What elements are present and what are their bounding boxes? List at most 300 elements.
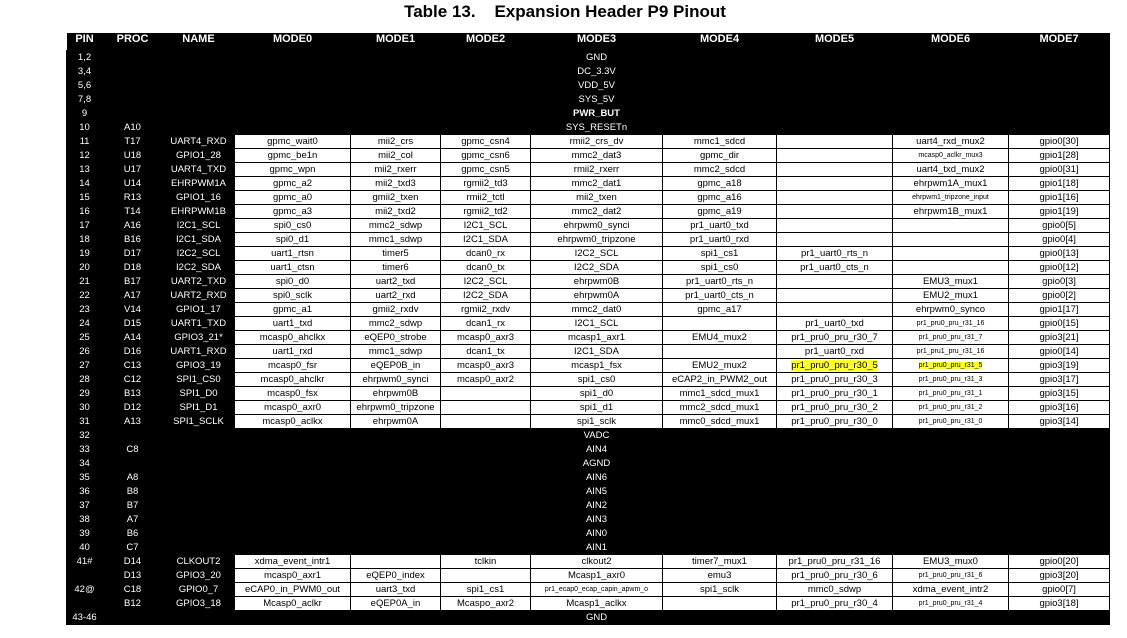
cell-proc: D13	[103, 569, 163, 583]
cell-mode0: gpmc_a1	[235, 303, 351, 317]
cell-mode0: mcasp0_ahclkr	[235, 373, 351, 387]
cell-mode5	[777, 527, 893, 541]
cell-mode7	[1009, 79, 1110, 93]
cell-proc: C18	[103, 583, 163, 597]
cell-mode3: I2C1_SCL	[531, 317, 663, 331]
cell-name: SPI1_D0	[163, 387, 235, 401]
cell-mode0: gpmc_be1n	[235, 149, 351, 163]
table-row	[67, 401, 1110, 415]
cell-mode0	[235, 65, 351, 79]
cell-mode7	[1009, 485, 1110, 499]
cell-mode5: pr1_pru0_pru_r30_7	[777, 331, 893, 345]
cell-mode7: gpio0[5]	[1009, 219, 1110, 233]
cell-mode0: Mcasp0_aclkr	[235, 597, 351, 611]
cell-mode7: gpio1[17]	[1009, 303, 1110, 317]
cell-mode4: mmc2_sdcd	[663, 163, 777, 177]
cell-mode4: timer7_mux1	[663, 555, 777, 569]
cell-mode5	[777, 289, 893, 303]
cell-pin: 35	[67, 471, 103, 485]
cell-mode1: ehrpwm0B	[351, 387, 441, 401]
cell-mode1: gmii2_rxdv	[351, 303, 441, 317]
cell-mode0	[235, 527, 351, 541]
cell-mode4	[663, 107, 777, 121]
cell-mode6	[893, 247, 1009, 261]
cell-mode4: pr1_uart0_rts_n	[663, 275, 777, 289]
cell-mode3: mmc2_dat0	[531, 303, 663, 317]
cell-proc	[103, 93, 163, 107]
cell-mode4: spi1_cs1	[663, 247, 777, 261]
cell-mode4: mmc1_sdcd_mux1	[663, 387, 777, 401]
cell-proc: U14	[103, 177, 163, 191]
cell-mode1	[351, 611, 441, 625]
table-row	[67, 373, 1110, 387]
cell-mode4: mmc2_sdcd_mux1	[663, 401, 777, 415]
cell-mode3: I2C2_SDA	[531, 261, 663, 275]
cell-mode4: mmc1_sdcd	[663, 135, 777, 149]
cell-pin: 43-46	[67, 611, 103, 625]
cell-mode5: pr1_pru0_pru_r31_16	[777, 555, 893, 569]
cell-name: GPIO1_17	[163, 303, 235, 317]
cell-mode4: gpmc_a17	[663, 303, 777, 317]
cell-mode7: gpio3[15]	[1009, 387, 1110, 401]
cell-name	[163, 527, 235, 541]
cell-mode6	[893, 51, 1009, 65]
cell-mode0: mcasp0_ahclkx	[235, 331, 351, 345]
cell-mode4: gpmc_a18	[663, 177, 777, 191]
cell-mode0	[235, 79, 351, 93]
cell-mode1	[351, 65, 441, 79]
cell-mode0: spi0_sclk	[235, 289, 351, 303]
cell-pin: 16	[67, 205, 103, 219]
cell-mode6: EMU2_mux1	[893, 289, 1009, 303]
cell-mode5	[777, 135, 893, 149]
table-row	[67, 93, 1110, 107]
cell-mode4	[663, 527, 777, 541]
table-row	[67, 429, 1110, 443]
table-row	[67, 485, 1110, 499]
cell-name	[163, 79, 235, 93]
cell-mode3: AIN2	[531, 499, 663, 513]
cell-mode3: AIN5	[531, 485, 663, 499]
cell-mode5: pr1_pru0_pru_r30_5	[777, 359, 893, 373]
cell-mode1: mii2_txd2	[351, 205, 441, 219]
cell-name: UART4_RXD	[163, 135, 235, 149]
cell-name: GPIO3_21*	[163, 331, 235, 345]
table-row	[67, 51, 1110, 65]
cell-mode1: uart2_txd	[351, 275, 441, 289]
cell-mode2	[441, 107, 531, 121]
column-header-mode4: MODE4	[663, 33, 777, 51]
cell-mode3: AIN6	[531, 471, 663, 485]
cell-mode5	[777, 107, 893, 121]
cell-mode0	[235, 499, 351, 513]
cell-mode6: EMU3_mux0	[893, 555, 1009, 569]
cell-mode6: xdma_event_intr2	[893, 583, 1009, 597]
cell-mode6: pr1_pru0_pru_r31_2	[893, 401, 1009, 415]
cell-mode7: gpio1[19]	[1009, 205, 1110, 219]
table-row	[67, 177, 1110, 191]
cell-mode0: gpmc_wait0	[235, 135, 351, 149]
cell-mode4: EMU4_mux2	[663, 331, 777, 345]
cell-mode6: ehrpwm1A_mux1	[893, 177, 1009, 191]
cell-mode1	[351, 457, 441, 471]
cell-mode1: uart2_rxd	[351, 289, 441, 303]
cell-mode1	[351, 51, 441, 65]
cell-mode5: pr1_uart0_txd	[777, 317, 893, 331]
cell-mode5: pr1_uart0_rts_n	[777, 247, 893, 261]
cell-mode5	[777, 485, 893, 499]
cell-name	[163, 65, 235, 79]
cell-pin: 14	[67, 177, 103, 191]
cell-name: GPIO1_28	[163, 149, 235, 163]
cell-mode3: SYS_5V	[531, 93, 663, 107]
cell-proc	[103, 51, 163, 65]
cell-mode4: mmc0_sdcd_mux1	[663, 415, 777, 429]
cell-mode4: emu3	[663, 569, 777, 583]
cell-mode5	[777, 499, 893, 513]
cell-pin: 17	[67, 219, 103, 233]
table-row	[67, 135, 1110, 149]
cell-mode4: spi1_cs0	[663, 261, 777, 275]
cell-mode6: pr1_pru0_pru_r31_0	[893, 415, 1009, 429]
cell-name	[163, 51, 235, 65]
cell-mode1	[351, 107, 441, 121]
cell-mode6: EMU3_mux1	[893, 275, 1009, 289]
cell-name: UART2_RXD	[163, 289, 235, 303]
table-row	[67, 65, 1110, 79]
cell-mode3: mmc2_dat3	[531, 149, 663, 163]
cell-mode7	[1009, 429, 1110, 443]
cell-mode6: pr1_pru1_pru_r31_16	[893, 345, 1009, 359]
cell-proc: C7	[103, 541, 163, 555]
cell-pin: 38	[67, 513, 103, 527]
cell-name: GPIO3_19	[163, 359, 235, 373]
cell-mode3: VADC	[531, 429, 663, 443]
table-row	[67, 149, 1110, 163]
cell-mode2	[441, 65, 531, 79]
cell-name: GPIO3_20	[163, 569, 235, 583]
cell-mode3: spi1_d1	[531, 401, 663, 415]
cell-name: CLKOUT2	[163, 555, 235, 569]
cell-proc: D14	[103, 555, 163, 569]
cell-mode5	[777, 443, 893, 457]
cell-name: SPI1_D1	[163, 401, 235, 415]
cell-proc	[103, 79, 163, 93]
cell-pin: 9	[67, 107, 103, 121]
table-row	[67, 555, 1110, 569]
cell-mode2: dcan0_tx	[441, 261, 531, 275]
cell-pin: 32	[67, 429, 103, 443]
cell-mode3: pr1_ecap0_ecap_capin_apwm_o	[531, 583, 663, 597]
cell-mode2	[441, 527, 531, 541]
cell-mode7: gpio0[30]	[1009, 135, 1110, 149]
cell-mode1	[351, 541, 441, 555]
cell-mode1: eQEP0_index	[351, 569, 441, 583]
cell-mode7	[1009, 513, 1110, 527]
cell-mode4	[663, 443, 777, 457]
cell-mode2: gpmc_csn4	[441, 135, 531, 149]
cell-mode3: AGND	[531, 457, 663, 471]
cell-mode3: PWR_BUT	[531, 107, 663, 121]
cell-pin: 29	[67, 387, 103, 401]
cell-mode0: gpmc_a2	[235, 177, 351, 191]
cell-mode1: mmc1_sdwp	[351, 345, 441, 359]
cell-mode6	[893, 527, 1009, 541]
cell-mode4: gpmc_a16	[663, 191, 777, 205]
cell-mode4: pr1_uart0_rxd	[663, 233, 777, 247]
column-header-mode2: MODE2	[441, 33, 531, 51]
cell-mode4	[663, 429, 777, 443]
cell-mode5	[777, 219, 893, 233]
cell-mode1	[351, 527, 441, 541]
cell-proc	[103, 107, 163, 121]
column-header-pin: PIN	[67, 33, 103, 51]
cell-pin: 7,8	[67, 93, 103, 107]
cell-mode6	[893, 261, 1009, 275]
cell-mode1	[351, 471, 441, 485]
table-row	[67, 541, 1110, 555]
cell-mode2: I2C1_SDA	[441, 233, 531, 247]
cell-name: UART1_TXD	[163, 317, 235, 331]
cell-pin: 33	[67, 443, 103, 457]
cell-mode7: gpio0[15]	[1009, 317, 1110, 331]
cell-name: UART2_TXD	[163, 275, 235, 289]
table-row	[67, 163, 1110, 177]
cell-mode7: gpio3[14]	[1009, 415, 1110, 429]
table-row	[67, 275, 1110, 289]
column-header-name: NAME	[163, 33, 235, 51]
cell-name	[163, 121, 235, 135]
cell-mode3: mmc2_dat1	[531, 177, 663, 191]
cell-pin: 19	[67, 247, 103, 261]
cell-mode1: mii2_crs	[351, 135, 441, 149]
cell-mode0: uart1_txd	[235, 317, 351, 331]
cell-mode3: mcasp1_fsx	[531, 359, 663, 373]
cell-mode3: mii2_txen	[531, 191, 663, 205]
cell-mode3: Mcasp1_aclkx	[531, 597, 663, 611]
cell-mode0	[235, 51, 351, 65]
cell-mode5	[777, 429, 893, 443]
cell-pin: 11	[67, 135, 103, 149]
cell-mode0: gpmc_wpn	[235, 163, 351, 177]
cell-mode5	[777, 79, 893, 93]
cell-name	[163, 499, 235, 513]
cell-pin: 30	[67, 401, 103, 415]
cell-mode2	[441, 429, 531, 443]
cell-mode7: gpio0[4]	[1009, 233, 1110, 247]
cell-mode2	[441, 485, 531, 499]
cell-mode6: pr1_pru0_pru_r31_16	[893, 317, 1009, 331]
cell-mode3: GND	[531, 51, 663, 65]
cell-mode1: timer5	[351, 247, 441, 261]
table-row	[67, 331, 1110, 345]
cell-mode4	[663, 345, 777, 359]
cell-mode4: eCAP2_in_PWM2_out	[663, 373, 777, 387]
cell-pin	[67, 569, 103, 583]
cell-mode0	[235, 457, 351, 471]
cell-mode1	[351, 93, 441, 107]
cell-mode7: gpio3[16]	[1009, 401, 1110, 415]
cell-mode2: rmii2_tctl	[441, 191, 531, 205]
cell-name: I2C1_SCL	[163, 219, 235, 233]
table-row	[67, 345, 1110, 359]
cell-mode5	[777, 513, 893, 527]
cell-pin: 31	[67, 415, 103, 429]
table-row	[67, 569, 1110, 583]
table-row	[67, 443, 1110, 457]
cell-mode2: I2C2_SCL	[441, 275, 531, 289]
cell-mode7: gpio3[21]	[1009, 331, 1110, 345]
cell-proc: A8	[103, 471, 163, 485]
cell-pin: 37	[67, 499, 103, 513]
cell-proc: D12	[103, 401, 163, 415]
cell-name: GPIO0_7	[163, 583, 235, 597]
cell-mode7: gpio0[2]	[1009, 289, 1110, 303]
cell-mode7: gpio1[18]	[1009, 177, 1110, 191]
table-row	[67, 317, 1110, 331]
cell-mode6	[893, 499, 1009, 513]
cell-mode0: spi0_d0	[235, 275, 351, 289]
cell-mode6: uart4_txd_mux2	[893, 163, 1009, 177]
cell-pin: 42@	[67, 583, 103, 597]
cell-mode5	[777, 121, 893, 135]
cell-mode5	[777, 233, 893, 247]
cell-mode6: pr1_pru0_pru_r31_1	[893, 387, 1009, 401]
cell-mode5: pr1_pru0_pru_r30_1	[777, 387, 893, 401]
cell-mode7: gpio0[7]	[1009, 583, 1110, 597]
cell-mode7: gpio0[13]	[1009, 247, 1110, 261]
cell-mode6	[893, 429, 1009, 443]
cell-mode0	[235, 429, 351, 443]
cell-name: SPI1_CS0	[163, 373, 235, 387]
cell-mode6: uart4_rxd_mux2	[893, 135, 1009, 149]
cell-mode2: spi1_cs1	[441, 583, 531, 597]
cell-mode5	[777, 611, 893, 625]
cell-mode0	[235, 611, 351, 625]
cell-mode0: uart1_rxd	[235, 345, 351, 359]
cell-mode3: ehrpwm0B	[531, 275, 663, 289]
cell-mode4	[663, 499, 777, 513]
cell-name: I2C2_SDA	[163, 261, 235, 275]
table-row	[67, 611, 1110, 625]
cell-mode2: dcan1_tx	[441, 345, 531, 359]
cell-mode1: mmc1_sdwp	[351, 233, 441, 247]
cell-mode0	[235, 513, 351, 527]
cell-mode3: AIN3	[531, 513, 663, 527]
cell-mode5	[777, 541, 893, 555]
cell-mode6: ehrpwm1_tripzone_input	[893, 191, 1009, 205]
cell-proc	[103, 65, 163, 79]
cell-mode4	[663, 611, 777, 625]
table-row	[67, 107, 1110, 121]
cell-mode2	[441, 569, 531, 583]
cell-mode0	[235, 443, 351, 457]
cell-pin: 21	[67, 275, 103, 289]
cell-mode0: mcasp0_aclkx	[235, 415, 351, 429]
cell-pin: 20	[67, 261, 103, 275]
cell-mode4: EMU2_mux2	[663, 359, 777, 373]
cell-mode2	[441, 93, 531, 107]
cell-proc: V14	[103, 303, 163, 317]
cell-mode3: AIN4	[531, 443, 663, 457]
cell-mode7: gpio3[18]	[1009, 597, 1110, 611]
cell-mode5: pr1_pru0_pru_r30_2	[777, 401, 893, 415]
cell-proc: U18	[103, 149, 163, 163]
cell-pin: 1,2	[67, 51, 103, 65]
cell-mode0: mcasp0_fsr	[235, 359, 351, 373]
cell-mode2: rgmii2_rxdv	[441, 303, 531, 317]
cell-mode6: ehrpwm1B_mux1	[893, 205, 1009, 219]
cell-mode6: mcasp0_aclkr_mux3	[893, 149, 1009, 163]
cell-mode3: mmc2_dat2	[531, 205, 663, 219]
cell-mode3: VDD_5V	[531, 79, 663, 93]
cell-mode3: AIN1	[531, 541, 663, 555]
table-row	[67, 191, 1110, 205]
cell-mode0: uart1_rtsn	[235, 247, 351, 261]
cell-mode1: eQEP0A_in	[351, 597, 441, 611]
cell-mode4	[663, 457, 777, 471]
cell-mode0: gpmc_a3	[235, 205, 351, 219]
cell-pin: 15	[67, 191, 103, 205]
cell-mode2: rgmii2_td3	[441, 177, 531, 191]
cell-name	[163, 485, 235, 499]
cell-mode0: mcasp0_axr1	[235, 569, 351, 583]
cell-name: GPIO3_18	[163, 597, 235, 611]
cell-mode1: ehrpwm0_synci	[351, 373, 441, 387]
table-row	[67, 387, 1110, 401]
table-header-row	[67, 33, 1110, 51]
cell-pin: 36	[67, 485, 103, 499]
cell-name: EHRPWM1A	[163, 177, 235, 191]
cell-mode0	[235, 121, 351, 135]
cell-mode0	[235, 93, 351, 107]
cell-mode6: ehrpwm0_synco	[893, 303, 1009, 317]
cell-proc: C13	[103, 359, 163, 373]
cell-mode3: ehrpwm0_tripzone	[531, 233, 663, 247]
cell-mode0: eCAP0_in_PWM0_out	[235, 583, 351, 597]
cell-proc: B7	[103, 499, 163, 513]
cell-mode6	[893, 121, 1009, 135]
cell-mode1: eQEP0B_in	[351, 359, 441, 373]
cell-mode4	[663, 65, 777, 79]
table-row	[67, 513, 1110, 527]
cell-mode6	[893, 611, 1009, 625]
cell-name	[163, 471, 235, 485]
table-row	[67, 219, 1110, 233]
cell-mode2	[441, 513, 531, 527]
cell-mode3: I2C1_SDA	[531, 345, 663, 359]
cell-mode2: mcasp0_axr3	[441, 359, 531, 373]
cell-pin: 22	[67, 289, 103, 303]
cell-mode2	[441, 387, 531, 401]
table-row	[67, 289, 1110, 303]
cell-mode0: mcasp0_axr0	[235, 401, 351, 415]
cell-mode2: mcasp0_axr3	[441, 331, 531, 345]
cell-mode2	[441, 51, 531, 65]
cell-mode3: Mcasp1_axr0	[531, 569, 663, 583]
cell-mode7	[1009, 611, 1110, 625]
cell-pin: 10	[67, 121, 103, 135]
cell-mode0	[235, 485, 351, 499]
cell-mode6: pr1_pru0_pru_r31_5	[893, 359, 1009, 373]
cell-proc: A7	[103, 513, 163, 527]
cell-proc: B12	[103, 597, 163, 611]
cell-mode1	[351, 79, 441, 93]
cell-proc: D17	[103, 247, 163, 261]
cell-mode4	[663, 317, 777, 331]
cell-mode4: pr1_uart0_cts_n	[663, 289, 777, 303]
column-header-proc: PROC	[103, 33, 163, 51]
